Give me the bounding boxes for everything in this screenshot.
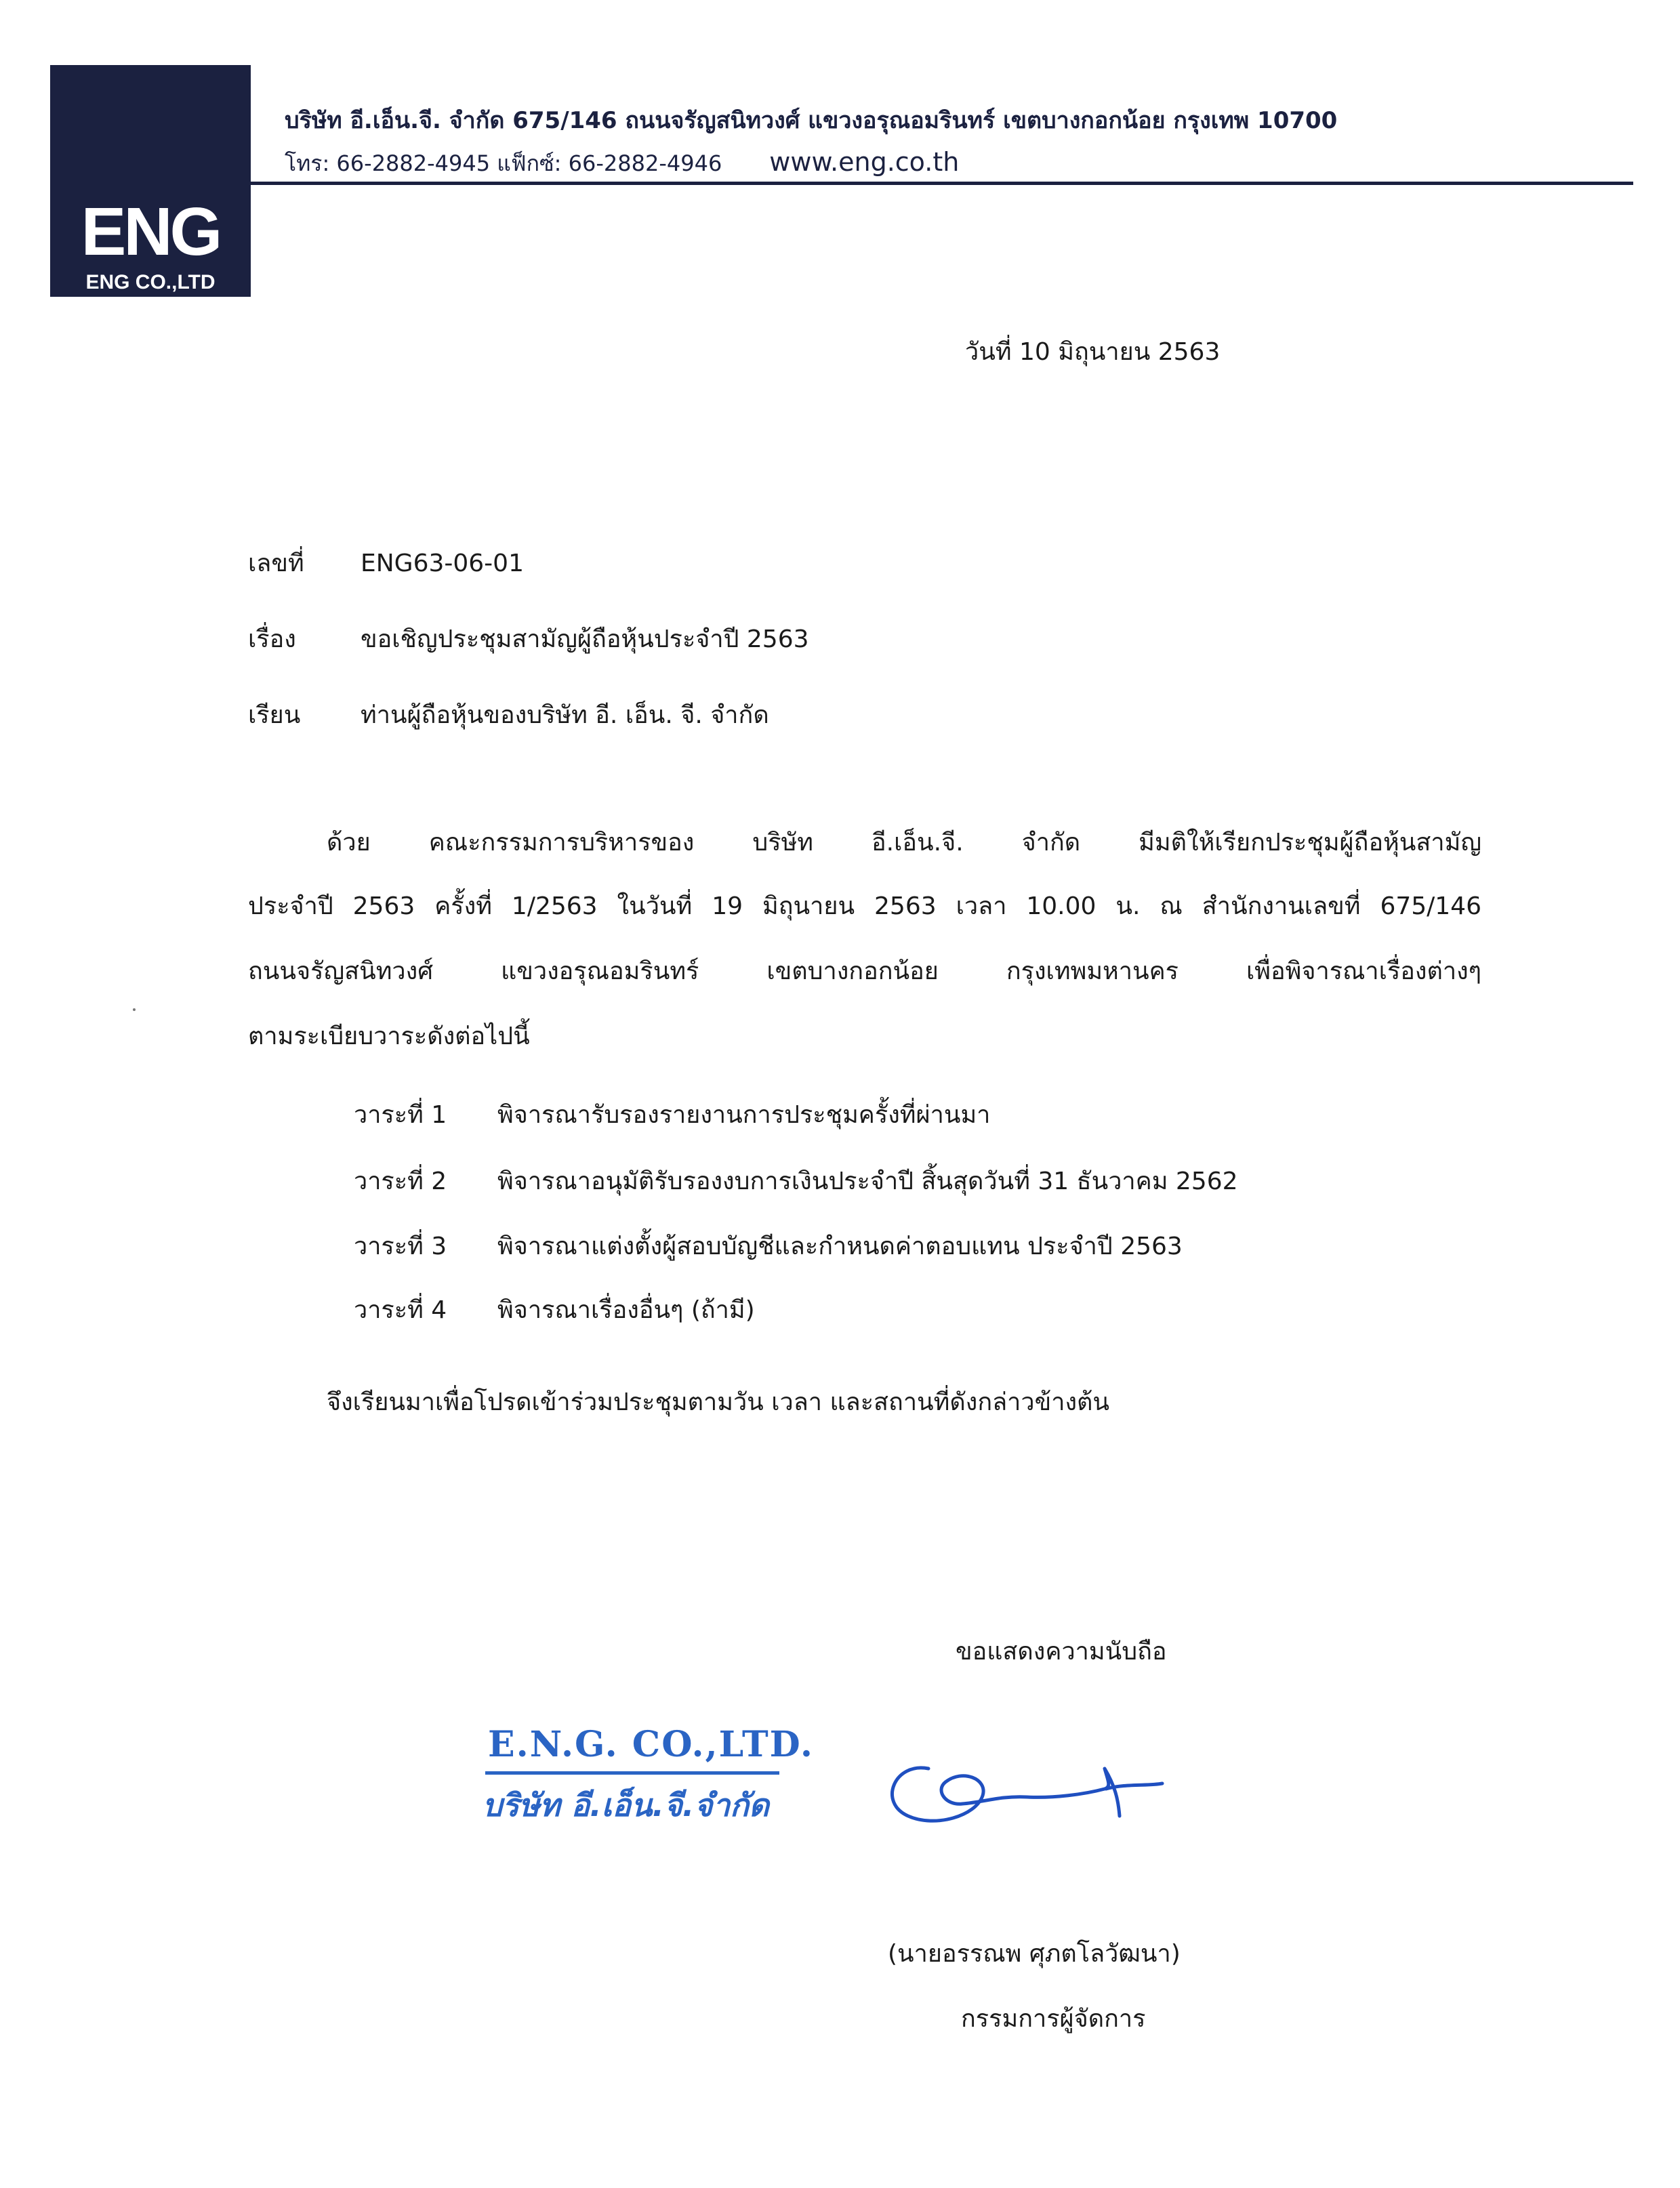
subject-value: ขอเชิญประชุมสามัญผู้ถือหุ้นประจำปี 2563 — [361, 625, 809, 653]
ref-number-value: ENG63-06-01 — [361, 550, 524, 577]
signer-title: กรรมการผู้จัดการ — [961, 2005, 1146, 2033]
stamp-name-en: E.N.G. CO.,LTD. — [488, 1724, 815, 1765]
logo-mark: ENG — [81, 194, 220, 270]
body-line: ตามระเบียบวาระดังต่อไปนี้ — [248, 1023, 530, 1050]
ref-number-label: เลขที่ — [248, 550, 304, 577]
recipient-label: เรียน — [248, 701, 301, 729]
subject-label: เรื่อง — [248, 625, 296, 653]
recipient-value: ท่านผู้ถือหุ้นของบริษัท อี. เอ็น. จี. จำกัด — [361, 701, 769, 729]
company-logo — [50, 65, 251, 297]
agenda-item-label: วาระที่ 1 — [354, 1101, 447, 1129]
agenda-item-text: พิจารณาเรื่องอื่นๆ (ถ้ามี) — [497, 1296, 755, 1324]
agenda-item-label: วาระที่ 3 — [354, 1233, 447, 1260]
agenda-item-label: วาระที่ 4 — [354, 1296, 447, 1324]
agenda-item-text: พิจารณารับรองรายงานการประชุมครั้งที่ผ่านมา — [497, 1101, 991, 1129]
letter-date: วันที่ 10 มิถุนายน 2563 — [965, 338, 1221, 366]
body-line: ถนนจรัญสนิทวงศ์ แขวงอรุณอมรินทร์ เขตบางกอกน้อย กรุงเทพมหานคร เพื่อพิจารณาเรื่องต่างๆ — [248, 957, 1481, 985]
body-line: ประจำปี 2563 ครั้งที่ 1/2563 ในวันที่ 19 มิถุนายน 2563 เวลา 10.00 น. ณ สำนักงานเลขที่ 675/146 — [248, 892, 1481, 920]
logo-company-name: ENG CO.,LTD — [85, 271, 216, 293]
letterhead-address: บริษัท อี.เอ็น.จี. จำกัด 675/146 ถนนจรัญสนิทวงศ์ แขวงอรุณอมรินทร์ เขตบางกอกน้อย กรุงเทพ 10700 — [285, 107, 1338, 134]
closing-sentence: จึงเรียนมาเพื่อโปรดเข้าร่วมประชุมตามวัน เวลา และสถานที่ดังกล่าวข้างต้น — [327, 1388, 1110, 1416]
agenda-item-label: วาระที่ 2 — [354, 1168, 447, 1195]
stamp-underline — [485, 1771, 779, 1775]
stamp-name-th: บริษัท อี.เอ็น.จี.จำกัด — [483, 1787, 769, 1823]
margin-mark — [133, 1008, 136, 1011]
letterhead-phone-fax: โทร: 66-2882-4945 แฟ็กซ์: 66-2882-4946 — [285, 150, 722, 176]
agenda-item-text: พิจารณาแต่งตั้งผู้สอบบัญชีและกำหนดค่าตอบแทน ประจำปี 2563 — [497, 1233, 1183, 1260]
letterhead-contact — [285, 146, 959, 181]
letterhead-website: www.eng.co.th — [769, 147, 960, 177]
letterhead-divider — [251, 182, 1633, 185]
signature-icon — [881, 1741, 1179, 1836]
agenda-item-text: พิจารณาอนุมัติรับรองงบการเงินประจำปี สิ้นสุดวันที่ 31 ธันวาคม 2562 — [497, 1168, 1238, 1195]
body-line: ด้วย คณะกรรมการบริหารของ บริษัท อี.เอ็น.จี. จำกัด มีมติให้เรียกประชุมผู้ถือหุ้นสามัญ — [327, 829, 1481, 856]
signer-name: (นายอรรณพ ศุภตโลวัฒนา) — [888, 1940, 1181, 1968]
regards-text: ขอแสดงความนับถือ — [956, 1638, 1167, 1666]
